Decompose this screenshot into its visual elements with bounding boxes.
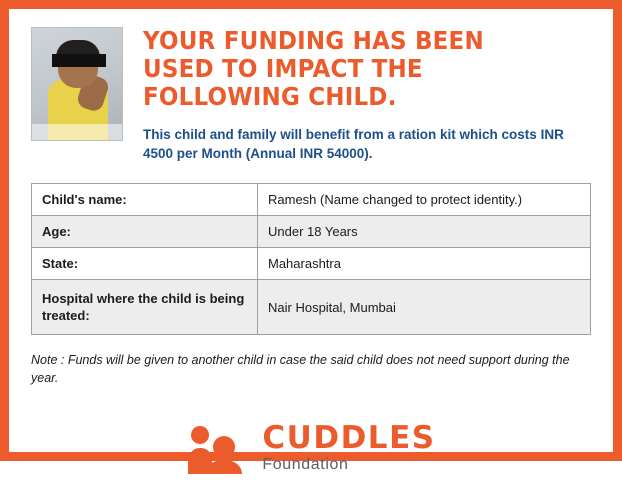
page-title: YOUR FUNDING HAS BEEN USED TO IMPACT THE FOLLOWING CHILD. <box>143 26 484 111</box>
row-value-child-name: Ramesh (Name changed to protect identity.) <box>258 184 591 216</box>
card-header <box>31 27 591 163</box>
table-row <box>32 248 591 280</box>
child-photo <box>31 27 123 141</box>
row-label-state: State: <box>32 248 258 280</box>
row-label-age: Age: <box>32 216 258 248</box>
brand-logo <box>31 418 591 480</box>
note-label: Note : <box>31 353 65 367</box>
row-value-state: Maharashtra <box>258 248 591 280</box>
logo-subtitle: Foundation <box>262 456 349 473</box>
row-label-hospital: Hospital where the child is being treated: <box>32 280 258 335</box>
row-value-hospital: Nair Hospital, Mumbai <box>258 280 591 335</box>
header-text-block <box>123 27 591 163</box>
table-row <box>32 216 591 248</box>
table-row <box>32 280 591 335</box>
child-details-table <box>31 183 591 335</box>
row-label-child-name: Child's name: <box>32 184 258 216</box>
privacy-redaction-bar <box>52 54 106 67</box>
card-inner <box>9 9 613 473</box>
cuddles-logo-icon <box>186 418 248 480</box>
row-value-age: Under 18 Years <box>258 216 591 248</box>
logo-name: CUDDLES <box>262 420 436 456</box>
note-text <box>31 351 591 387</box>
photo-bottom-fade <box>32 124 122 140</box>
logo-wordmark <box>262 422 435 475</box>
table-row <box>32 184 591 216</box>
subheadline: This child and family will benefit from a ration kit which costs INR 4500 per Month (Annual INR 54000). <box>143 127 564 161</box>
note-body: Funds will be given to another child in case the said child does not need support during the year. <box>31 353 570 385</box>
